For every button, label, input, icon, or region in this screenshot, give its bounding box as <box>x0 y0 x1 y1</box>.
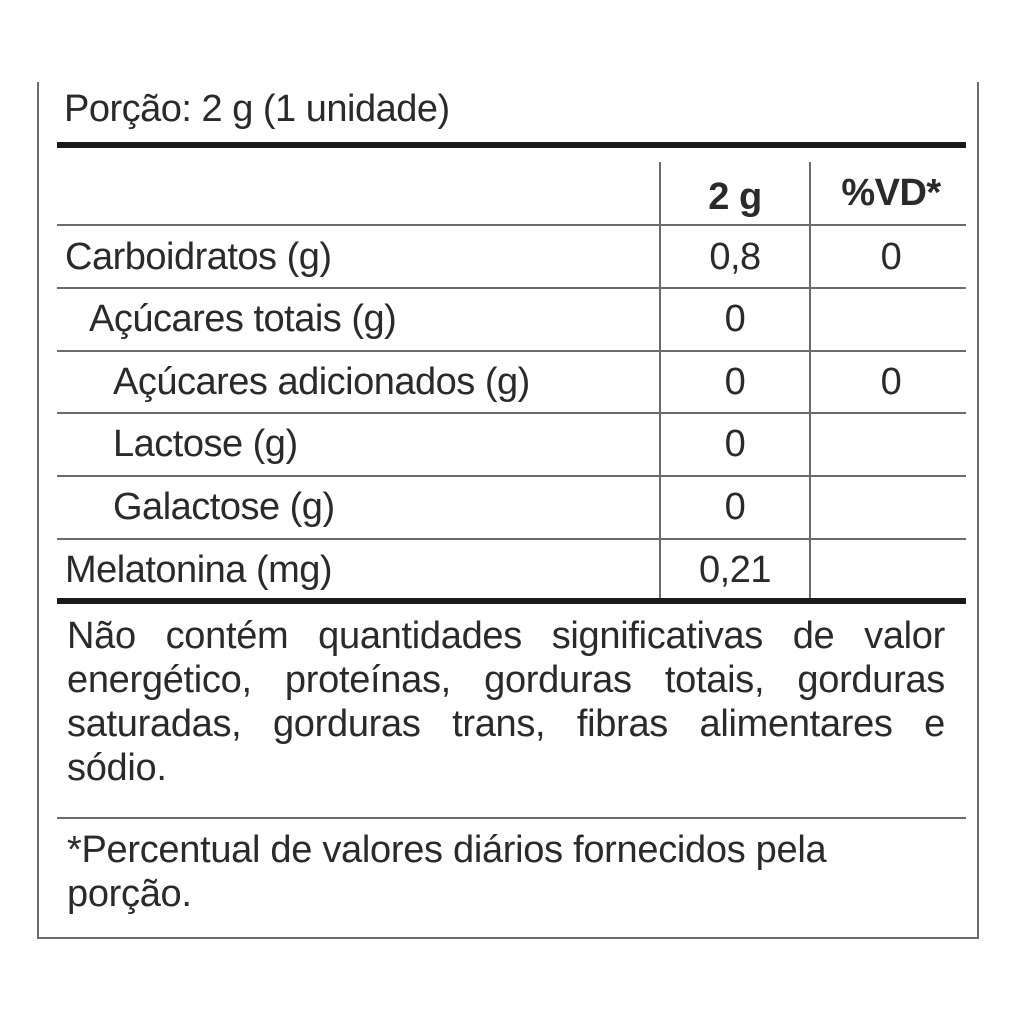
header-percent-dv: %VD* <box>841 172 941 214</box>
percent-dv-footnote: *Percentual de valores diários fornecidos pela porção. <box>67 829 827 915</box>
row-acucares-adicionados-name: Açúcares adicionados (g) <box>113 361 530 403</box>
nutrition-facts-label <box>37 82 979 939</box>
row-carboidratos-dv: 0 <box>880 236 902 278</box>
row-acucares-totais-amount: 0 <box>724 298 746 340</box>
row-acucares-adicionados-amount: 0 <box>724 361 746 403</box>
row-divider <box>57 412 966 414</box>
top-thick-rule <box>57 142 966 148</box>
row-divider <box>57 224 966 226</box>
row-carboidratos-amount: 0,8 <box>709 236 761 278</box>
row-divider <box>57 287 966 289</box>
row-acucares-adicionados-dv: 0 <box>880 361 902 403</box>
row-acucares-totais-name: Açúcares totais (g) <box>89 298 397 340</box>
bottom-thick-rule <box>57 598 966 604</box>
portion-size: Porção: 2 g (1 unidade) <box>64 88 450 130</box>
row-melatonina-name: Melatonina (mg) <box>65 549 333 591</box>
insignificant-nutrients-note: Não contém quantidades significativas de valor energético, proteínas, gorduras totais, gorduras saturadas, gorduras trans, fibras alimentares e sódio. <box>67 615 945 789</box>
row-divider <box>57 538 966 540</box>
row-lactose-amount: 0 <box>724 423 746 465</box>
header-amount: 2 g <box>708 176 762 218</box>
row-galactose-amount: 0 <box>724 486 746 528</box>
notes-divider <box>57 817 966 819</box>
row-lactose-name: Lactose (g) <box>113 423 298 465</box>
row-galactose-name: Galactose (g) <box>113 486 335 528</box>
row-carboidratos-name: Carboidratos (g) <box>65 236 332 278</box>
row-melatonina-amount: 0,21 <box>699 549 771 591</box>
row-divider <box>57 475 966 477</box>
row-divider <box>57 350 966 352</box>
